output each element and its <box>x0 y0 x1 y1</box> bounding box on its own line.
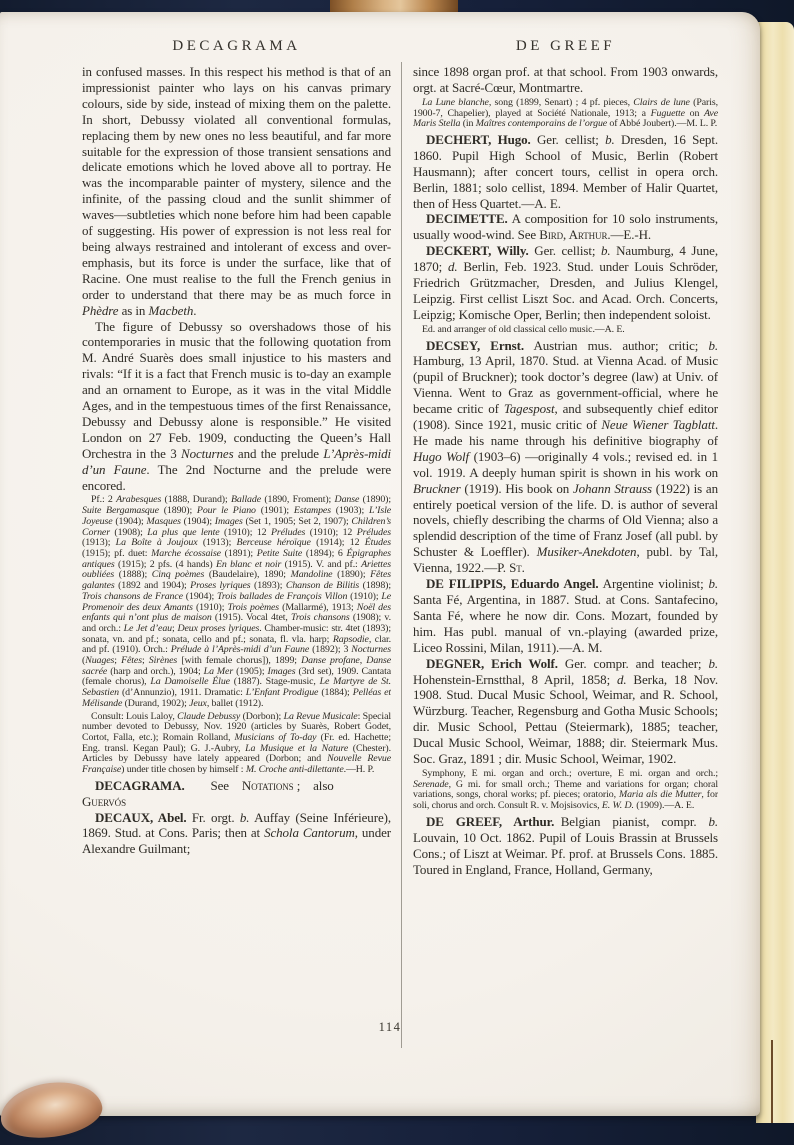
dictionary-entry: DECHERT, Hugo. Ger. cellist; b. Dresden, 16 Sept. 1860. Pupil High School of Music, Berlin (Robert Hausmann); after concert tours, cellist in opera orch. Berlin, 1881; solo cellist, 1894. Member of Halir Quartet, then of Hess Quartet.—A. E. <box>413 131 718 211</box>
page-edge-crease <box>771 1040 773 1123</box>
book-page-edges <box>756 22 794 1123</box>
paragraph: The figure of Debussy so overshadows those of his contemporaries in music that the following quotation from M. André Suarès does small injustice to his masters and rivals: “If it is a fact that French music is to-day an example and an ornament to Europe, as it was in the vital Middle Ages, and in the tempestuous times of the first Renaissance, Debussy and Debussy alone is responsible.” He visited London on 27 Feb. 1909, conducting the Queen’s Hall Orchestra in the 3 Nocturnes and the prelude L’Après-midi d’un Faune. The 2nd Nocturne and the prelude were encored. <box>82 318 391 493</box>
dictionary-entry: DEGNER, Erich Wolf. Ger. compr. and teacher; b. Hohenstein-Ernstthal, 8 April, 1858; d. Berka, 18 Nov. 1908. Stud. Ducal Music School, Weimar, and R. School, Würzburg. Teacher, Regensburg and Gotha Music Schools; dir. Music School, Pettau (Steiermark), 1885; teacher, Ducal Music School, Weimar, 1888; dir. Steiermark Mus. Soc. Graz, 1891 ; dir. Music School, Weimar, 1902. <box>413 655 718 767</box>
works-list: Symphony, E mi. organ and orch.; overture, E mi. organ and orch.; Serenade, G mi. for small orch.; Theme and variations for organ; choral variations, songs, choral works; pf. pieces; oratorio, Maria als die Mutter, for soli, chorus and orch. Consult R. v. Mojsisovics, E. W. D. (1909).—A. E. <box>413 767 718 812</box>
dictionary-entry: DECSEY, Ernst. Austrian mus. author; critic; b. Hamburg, 13 April, 1870. Stud. at Vienna Acad. of Music (pupil of Bruckner); took doctor’s degree (law) at Univ. of Vienna. Went to Graz as government-official, where he became critic of Tagespost, and subsequently chief editor (1908). Since 1921, music critic of Neue Wiener Tagblatt. He made his name through his definitive biography of Hugo Wolf (1903–6) —originally 4 vols.; revised ed. in 1 vol. 1919. A deeply human spirit is shown in his work on Bruckner (1919). His book on Johann Strauss (1922) is an entirely poetical version of the life. D. is author of several novels, chiefly describing the charms of Old Vienna; also a splendid description of the time of Franz Josef (all publ. by Schuster & Loeffler). Musiker-Anekdoten, publ. by Tal, Vienna, 1922.—P. St. <box>413 337 718 576</box>
page-number: 114 <box>378 1020 402 1034</box>
dictionary-entry: DE FILIPPIS, Eduardo Angel. Argentine violinist; b. Santa Fé, Argentina, in 1887. Stud. at Cons. Santafecino, Santa Fé, where he now dir. Cons. Mozart, founded by him. Has publ. manual of vn.-playing (awarded prize, Liceo Rossini, Milan, 1911).—A. M. <box>413 576 718 655</box>
column-right <box>413 64 718 1058</box>
consult-note: Consult: Louis Laloy, Claude Debussy (Dorbon); La Revue Musicale: Special number devoted to Debussy, Nov. 1920 (articles by Suarès, Robert Godet, Cortot, Falla, etc.); Romain Rolland, Musicians of To-day (Fr. ed. Hachette; Eng. transl. Kegan Paul); G. J.-Aubry, La Musique et la Nature (Chester). Articles by Debussy have lately appeared (Dorbon; and Nouvelle Revue Française) under title chosen by himself : M. Croche anti-dilettante.—H. P. <box>82 710 391 776</box>
running-header-right: DE GREEF <box>515 38 616 54</box>
dictionary-entry: DE GREEF, Arthur. Belgian pianist, compr. b. Louvain, 10 Oct. 1862. Pupil of Louis Brassin at Brussels Cons.; of Liszt at Weimar. Pf. prof. at Brussels Cons. 1885. Toured in England, France, Holland, Germany, <box>413 813 718 877</box>
works-list: Pf.: 2 Arabesques (1888, Durand); Ballade (1890, Froment); Danse (1890); Suite Bergamasque (1890); Pour le Piano (1901); Estampes (1903); L’Isle Joyeuse (1904); Masques (1904); Images (Set 1, 1905; Set 2, 1907); Children’s Corner (1908); La plus que lente (1910); 12 Préludes (1910); 12 Préludes (1913); La Boîte à Joujoux (1913); Berceuse héroïque (1914); 12 Études (1915); pf. duet: Marche écossaise (1891); Petite Suite (1894); 6 Épigraphes antiques (1915); 2 pfs. (4 hands) En blanc et noir (1915). V. and pf.: Ariettes oubliées (1888); Cinq poèmes (Baudelaire), 1890; Mandoline (1890); Fêtes galantes (1892 and 1904); Proses lyriques (1893); Chanson de Bilitis (1898); Trois chansons de France (1904); Trois ballades de François Villon (1910); Le Promenoir des deux Amants (1910); Trois poèmes (Mallarmé), 1913; Noël des enfants qui n’ont plus de maison (1915). Vocal 4tet, Trois chansons (1908); v. and orch.: Le Jet d’eau; Deux proses lyriques. Chamber-music: str. 4tet (1893); sonata, vn. and pf.; sonata, cello and pf.; sonata, fl. vla. harp; Rapsodie, clar. and pf. (1910). Orch.: Prélude à l’Après-midi d’un Faune (1892); 3 Nocturnes (Nuages; Fêtes; Sirènes [with female chorus]), 1899; Danse profane, Danse sacrée (harp and orch.), 1904; La Mer (1905); Images (3rd set), 1909. Cantata (female chorus), La Damoiselle Élue (1887). Stage-music, Le Martyre de St. Sebastien (d’Annunzio), 1911. Dramatic: L’Enfant Prodigue (1884); Pelléas et Mélisande (Durand, 1902); Jeux, ballet (1912). <box>82 494 391 709</box>
book-page <box>0 12 760 1116</box>
dictionary-entry: DECKERT, Willy. Ger. cellist; b. Naumburg, 4 June, 1870; d. Berlin, Feb. 1923. Stud. under Louis Schröder, Friedrich Grützmacher, Dresden, and Julius Klengel, Leipzig. First cellist Liszt Soc. and Acad. Orch. Concerts, Leipzig; Komische Oper, Berlin; then independent soloist. <box>413 243 718 322</box>
dictionary-entry: DECAGRAMA. See Notations ; also Guervós <box>82 777 334 809</box>
paragraph: in confused masses. In this respect his method is that of an impressionist painter who lays on his canvas primary colours, side by side, instead of mixing them on the palette. In short, Debussy violated all conventional formulas, replacing them by new ones no less beautiful, and far more suitable for the expression of those transient sensations and delicate emotions which he loved above all to portray. He was the incomparable painter of mystery, silence and the infinite, of the passing cloud and the sunlit shimmer of waves—subtleties which none before him had been capable of suggesting. His power of expression is not less real for being always restrained and intolerant of excess and over-emphasis, but its force is under the surface, like that of Racine. One must realise to the full the French genius in order to understand that there may be as much force in Phèdre as in Macbeth. <box>82 64 391 318</box>
works-list: La Lune blanche, song (1899, Senart) ; 4 pf. pieces, Clairs de lune (Paris, 1900-7, Chapelier), played at Société Nationale, 1913; a Fuguette on Ave Maris Stella (in Maîtres contemporains de l’orgue of Abbé Joubert).—M. L. P. <box>413 96 718 130</box>
column-left <box>82 64 391 1058</box>
dictionary-entry: DECIMETTE. A composition for 10 solo instruments, usually wood-wind. See Bird, Arthur.—E.-H. <box>413 211 718 243</box>
column-divider-rule <box>401 62 402 1048</box>
paragraph: since 1898 organ prof. at that school. From 1903 onwards, orgt. at Sacré-Cœur, Montmartre. <box>413 64 718 95</box>
works-list: Ed. and arranger of old classical cello music.—A. E. <box>422 323 625 335</box>
dictionary-entry: DECAUX, Abel. Fr. orgt. b. Auffay (Seine Inférieure), 1869. Stud. at Cons. Paris; then at Schola Cantorum, under Alexandre Guilmant; <box>82 809 391 857</box>
running-header-left: DECAGRAMA <box>172 38 301 54</box>
